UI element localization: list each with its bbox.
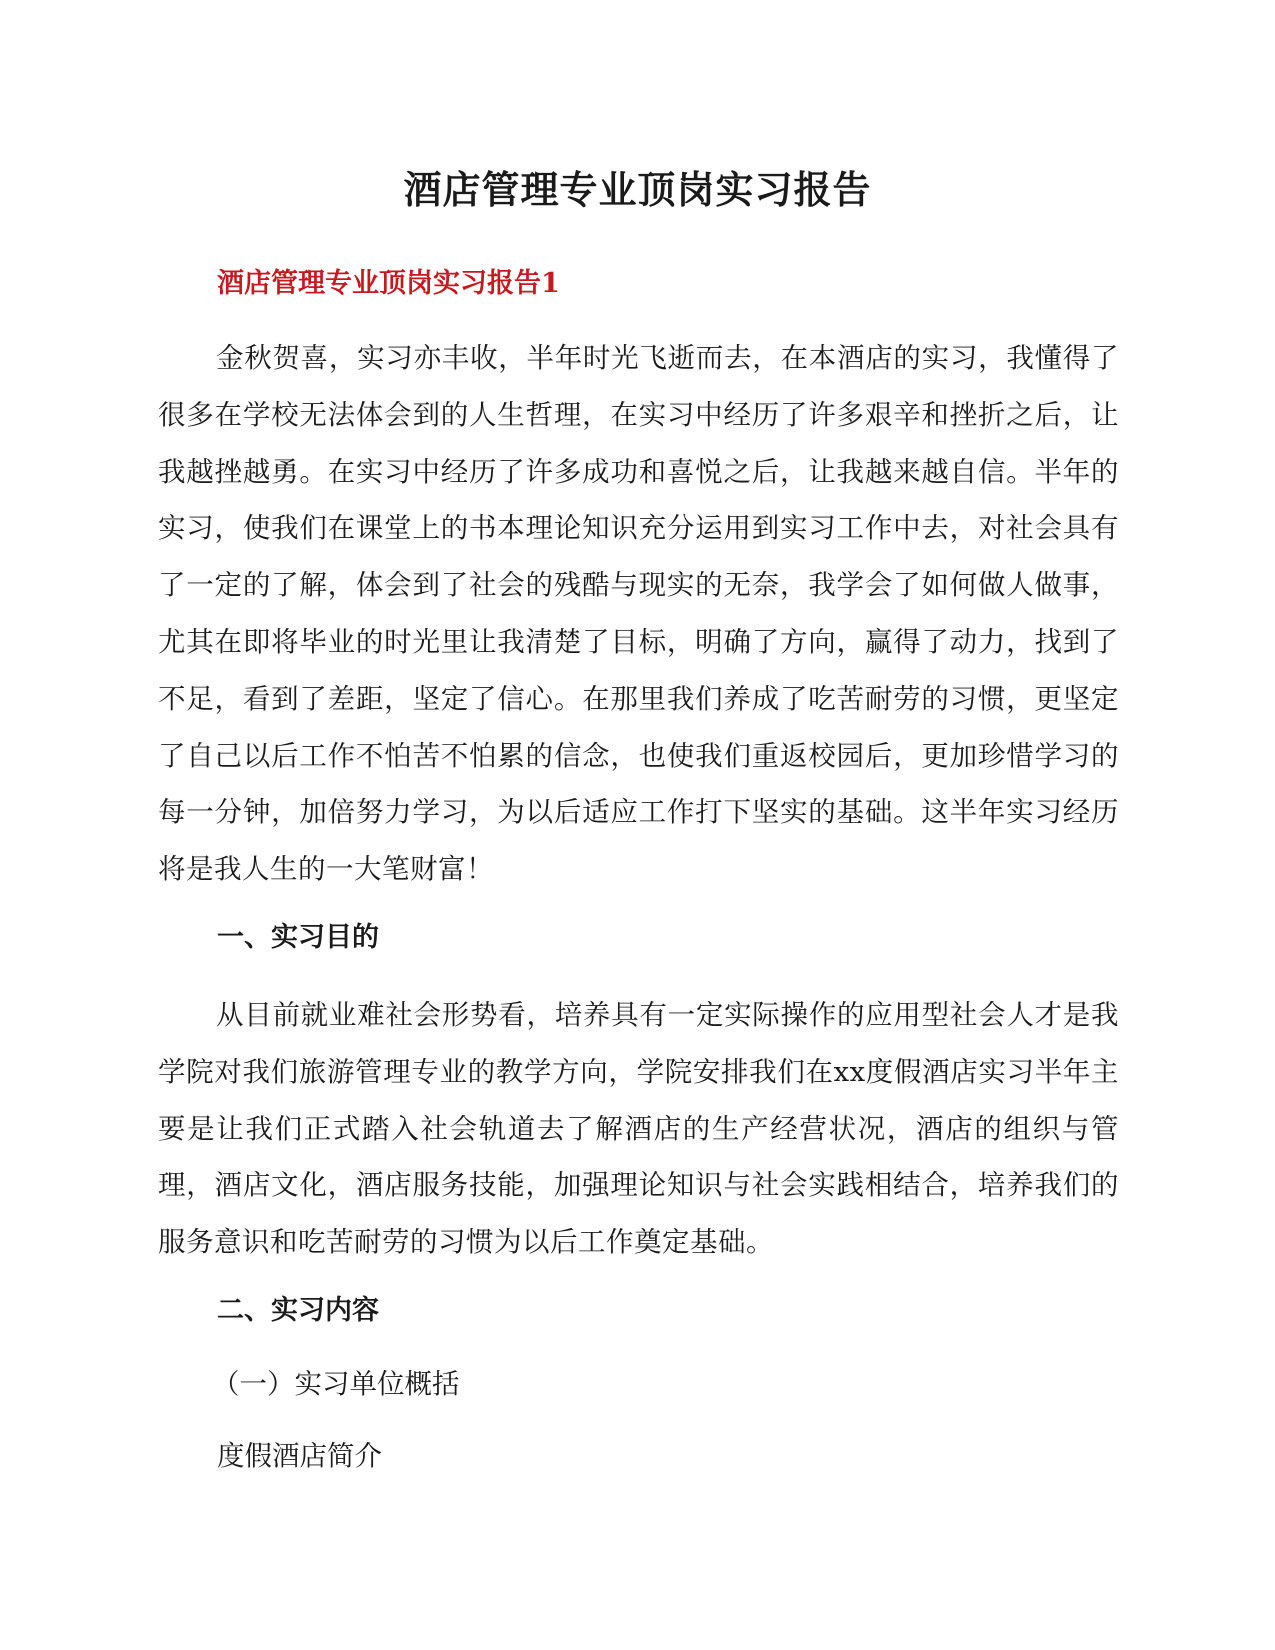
paragraph-purpose: 从目前就业难社会形势看，培养具有一定实际操作的应用型社会人才是我学院对我们旅游管理专业的教学方向，学院安排我们在xx度假酒店实习半年主要是让我们正式踏入社会轨道去了解酒店的生产经营状况，酒店的组织与管理，酒店文化，酒店服务技能，加强理论知识与社会实践相结合，培养我们的服务意识和吃苦耐劳的习惯为以后工作奠定基础。 (158, 999, 1119, 1259)
subheading-hotel-intro: 度假酒店简介 (217, 1440, 382, 1472)
subheading-unit-overview: （一）实习单位概括 (212, 1368, 460, 1400)
heading-internship-content: 二、实习内容 (217, 1295, 379, 1326)
section-title: 酒店管理专业顶岗实习报告1 (217, 268, 560, 299)
heading-internship-purpose: 一、实习目的 (217, 922, 379, 953)
page-title: 酒店管理专业顶岗实习报告 (403, 168, 872, 212)
paragraph-intro: 金秋贺喜，实习亦丰收，半年时光飞逝而去，在本酒店的实习，我懂得了很多在学校无法体会到的人生哲理，在实习中经历了许多艰辛和挫折之后，让我越挫越勇。在实习中经历了许多成功和喜悦之后，让我越来越自信。半年的实习，使我们在课堂上的书本理论知识充分运用到实习工作中去，对社会具有了一定的了解，体会到了社会的残酷与现实的无奈，我学会了如何做人做事，尤其在即将毕业的时光里让我清楚了目标，明确了方向，赢得了动力，找到了不足，看到了差距，坚定了信心。在那里我们养成了吃苦耐劳的习惯，更坚定了自己以后工作不怕苦不怕累的信念，也使我们重返校园后，更加珍惜学习的每一分钟，加倍努力学习，为以后适应工作打下坚实的基础。这半年实习经历将是我人生的一大笔财富！ (158, 342, 1119, 886)
